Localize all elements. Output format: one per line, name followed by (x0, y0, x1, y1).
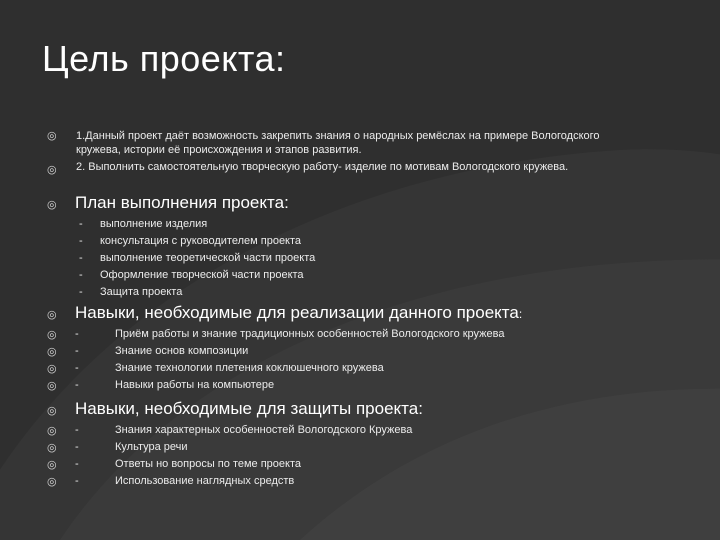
target-bullet-icon: ◎ (47, 199, 57, 211)
target-bullet-icon: ◎ (47, 405, 57, 417)
list-item: Культура речи (115, 441, 188, 453)
dash-marker: - (75, 328, 79, 340)
list-item: Знание основ композиции (115, 345, 249, 357)
list-item: консультация с руководителем проекта (100, 235, 302, 247)
dash-marker: - (79, 235, 83, 247)
list-item: Навыки работы на компьютере (115, 379, 275, 391)
target-bullet-icon: ◎ (47, 380, 57, 392)
list-item: выполнение теоретической части проекта (100, 252, 316, 264)
list-item: Знания характерных особенностей Вологодского Кружева (115, 424, 413, 436)
list-item: Защита проекта (100, 286, 183, 298)
target-bullet-icon: ◎ (47, 363, 57, 375)
dash-marker: - (75, 458, 79, 470)
target-bullet-icon: ◎ (47, 329, 57, 341)
dash-marker: - (75, 345, 79, 357)
slide-title: Цель проекта: (42, 38, 286, 79)
list-item: Знание технологии плетения коклюшечного кружева (115, 362, 384, 374)
dash-marker: - (75, 441, 79, 453)
dash-marker: - (79, 218, 83, 230)
dash-marker: - (79, 269, 83, 281)
dash-marker: - (75, 362, 79, 374)
list-item: Ответы но вопросы по теме проекта (115, 458, 301, 470)
target-bullet-icon: ◎ (47, 442, 57, 454)
target-bullet-icon: ◎ (47, 346, 57, 358)
target-bullet-icon: ◎ (47, 476, 57, 488)
goal-paragraph-1: 1.Данный проект даёт возможность закрепить знания о народных ремёслах на примере Вологодского кружева, истории её происхождения и этапов развития. (76, 130, 600, 156)
list-item: Оформление творческой части проекта (100, 269, 304, 281)
dash-marker: - (79, 252, 83, 264)
section-heading-skills-implementation: Навыки, необходимые для реализации данного проекта: (75, 303, 523, 322)
list-item: Приём работы и знание традиционных особенностей Вологодского кружева (115, 328, 505, 340)
section-heading-plan: План выполнения проекта: (75, 193, 289, 212)
dash-marker: - (75, 379, 79, 391)
target-bullet-icon: ◎ (47, 164, 57, 176)
dash-marker: - (75, 424, 79, 436)
list-item: Использование наглядных средств (115, 475, 295, 487)
goal-paragraph-2: 2. Выполнить самостоятельную творческую работу- изделие по мотивам Вологодского кружева. (76, 161, 569, 173)
section-heading-skills-defense: Навыки, необходимые для защиты проекта: (75, 399, 423, 418)
list-item: выполнение изделия (100, 218, 208, 230)
dash-marker: - (75, 475, 79, 487)
dash-marker: - (79, 286, 83, 298)
target-bullet-icon: ◎ (47, 425, 57, 437)
target-bullet-icon: ◎ (47, 130, 57, 142)
target-bullet-icon: ◎ (47, 459, 57, 471)
target-bullet-icon: ◎ (47, 309, 57, 321)
